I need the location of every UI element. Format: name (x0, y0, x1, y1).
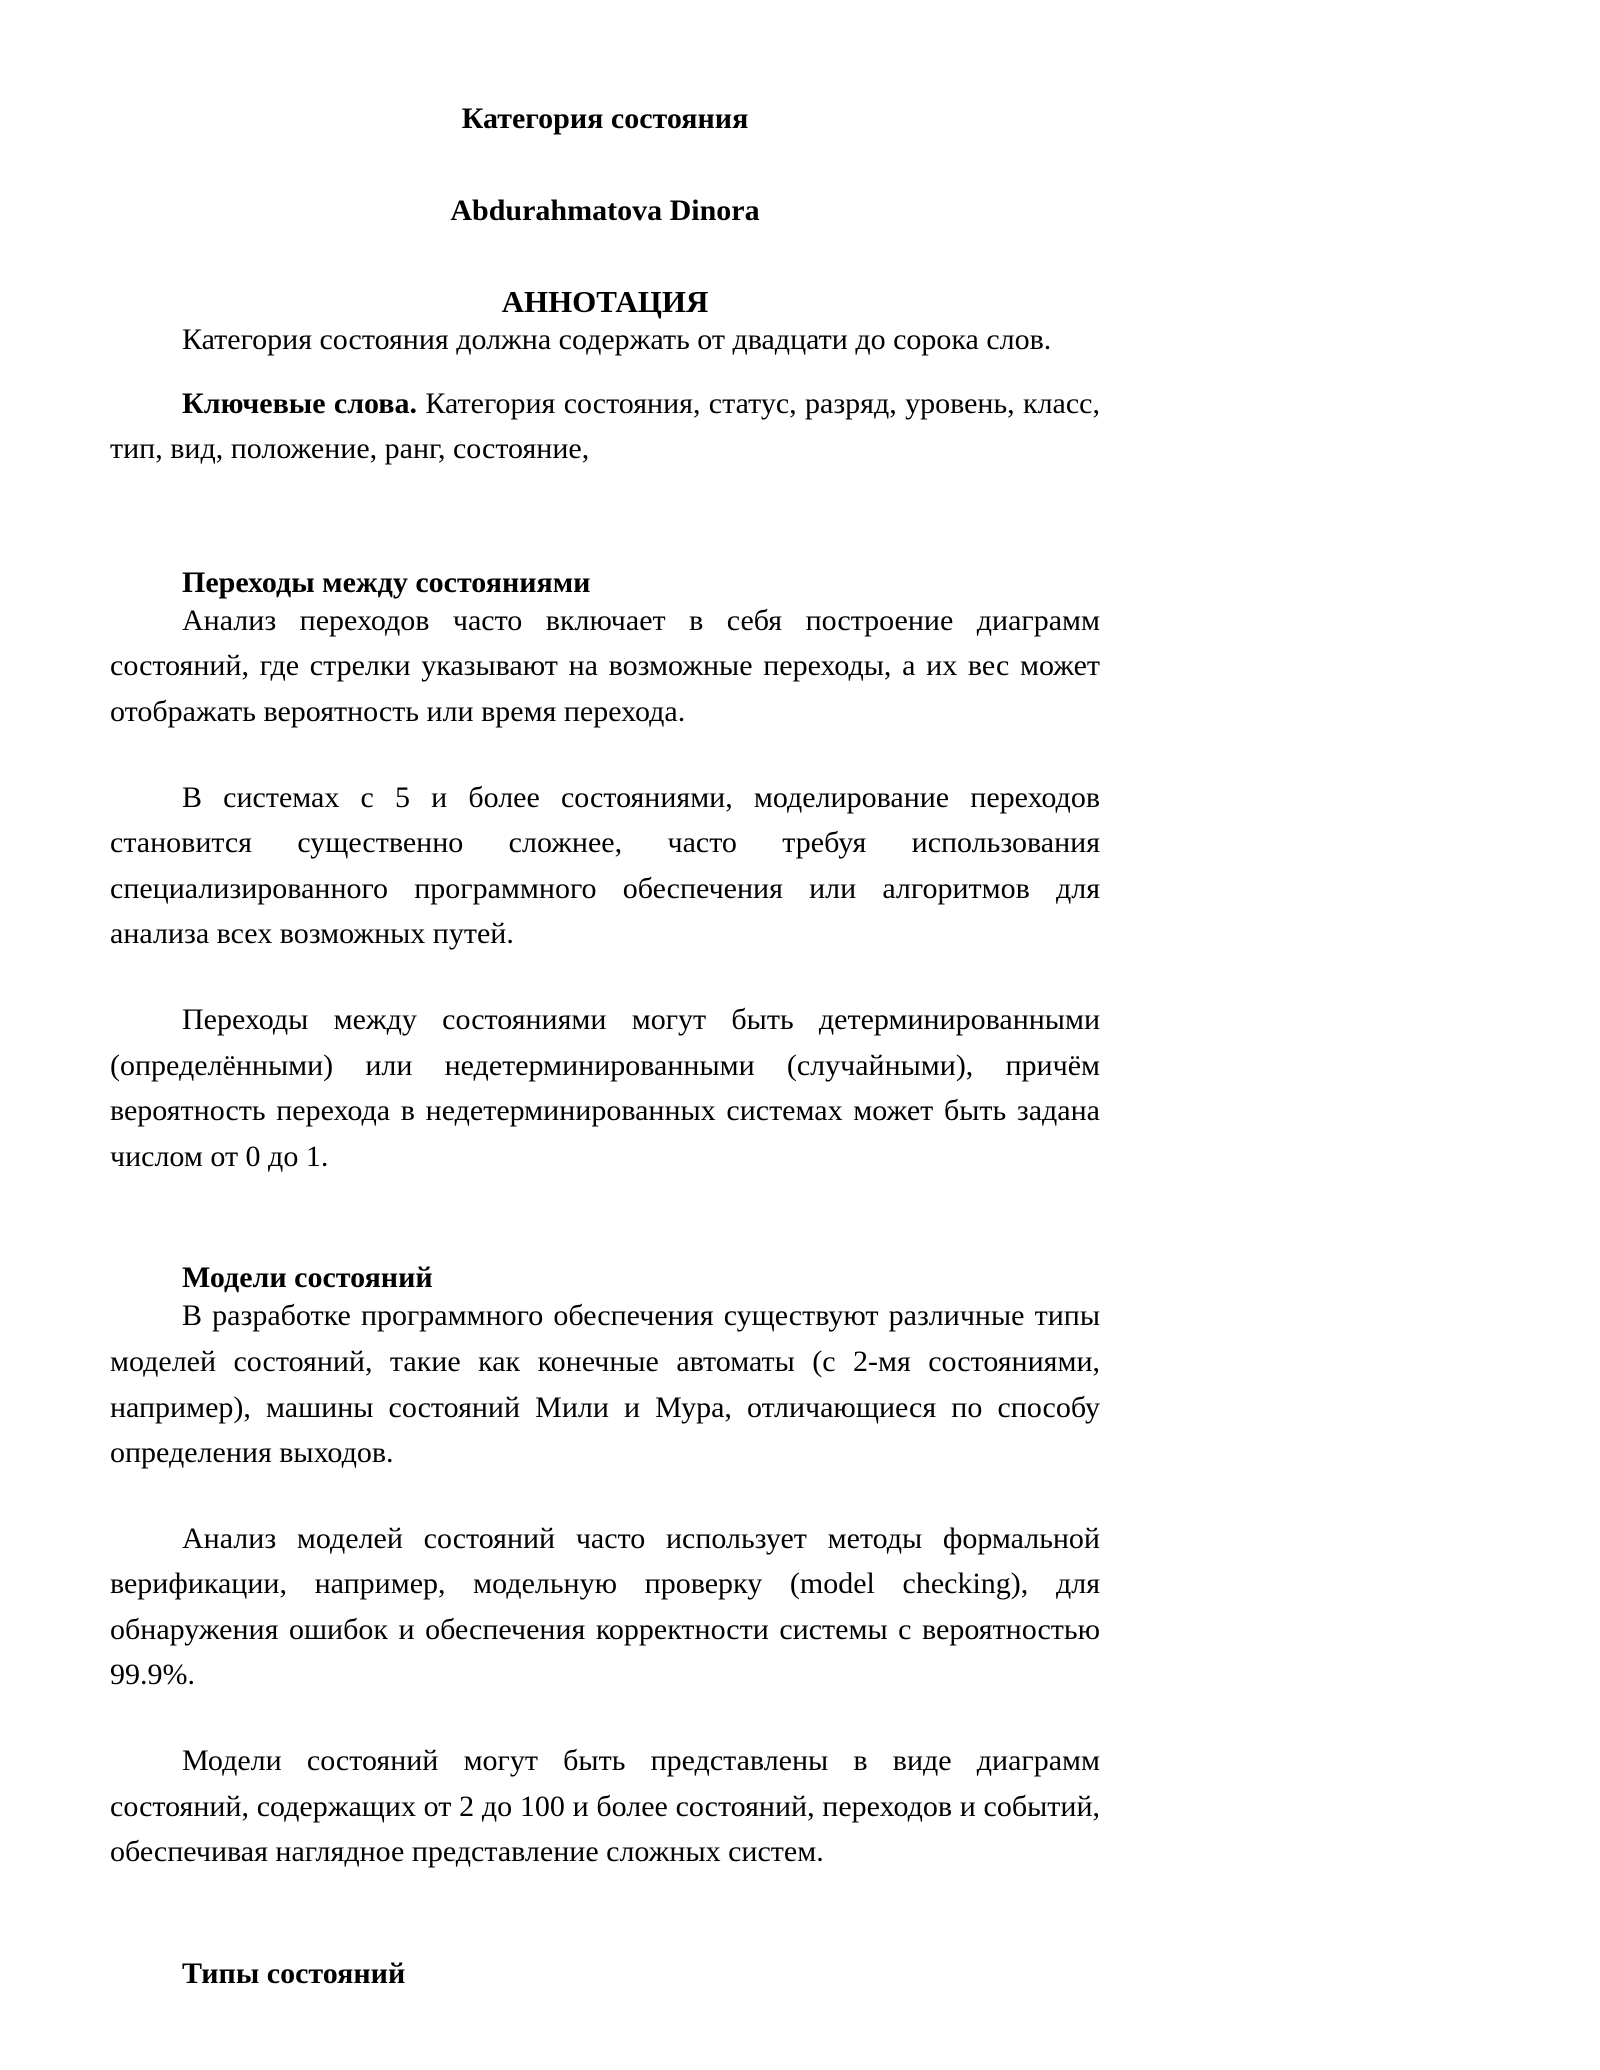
author-name: Abdurahmatova Dinora (450, 194, 760, 227)
section-heading-types: Типы состояний (182, 1956, 406, 1990)
abstract-heading: АННОТАЦИЯ (501, 284, 709, 319)
spacer (110, 1698, 1100, 1738)
paragraph: В разработке программного обеспечения существуют различные типы моделей состояний, такие как конечные автоматы (с 2-мя состояниями, например), машины состояний Мили и Мура, отличающиеся по способу определения выходов. (110, 1299, 1100, 1470)
spacer (110, 1179, 1100, 1263)
abstract-paragraph: Категория состояния должна содержать от двадцати до сорока слов. (182, 323, 1052, 356)
keywords-label: Ключевые слова. (182, 386, 417, 420)
paragraph: Анализ моделей состояний часто использует методы формальной верификации, например, модельную проверку (model checking), для обнаружения ошибок и обеспечения корректности системы с вероятностью 99.9%. (110, 1521, 1100, 1692)
keywords-paragraph (110, 381, 1100, 472)
spacer (110, 1476, 1100, 1516)
paragraph: Анализ переходов часто включает в себя построение диаграмм состояний, где стрелки указывают на возможные переходы, а их вес может отображать вероятность или время перехода. (110, 603, 1100, 728)
section-heading-transitions: Переходы между состояниями (182, 565, 591, 599)
section-heading-models: Модели состояний (182, 1261, 433, 1295)
spacer (110, 957, 1100, 997)
spacer (110, 472, 1100, 568)
page-title: Категория состояния (461, 102, 749, 135)
paragraph: Модели состояний могут быть представлены в виде диаграмм состояний, содержащих от 2 до 100 и более состояний, переходов и событий, обеспечивая наглядное представление сложных систем. (110, 1744, 1100, 1869)
paragraph: В системах с 5 и более состояниями, моделирование переходов становится существенно сложнее, часто требуя использования специализированного программного обеспечения или алгоритмов для анализа всех возможных путей. (110, 780, 1100, 951)
paragraph: Переходы между состояниями могут быть детерминированными (определёнными) или недетерминированными (случайными), причём вероятность перехода в недетерминированных системах может быть задана числом от 0 до 1. (110, 1002, 1100, 1173)
keywords-list: Категория состояния, статус, разряд, уровень, класс, тип, вид, положение, ранг, состояние, (110, 386, 1100, 466)
spacer (110, 735, 1100, 775)
document-content (110, 0, 1100, 1989)
spacer (110, 363, 1100, 381)
spacer (110, 1875, 1100, 1959)
